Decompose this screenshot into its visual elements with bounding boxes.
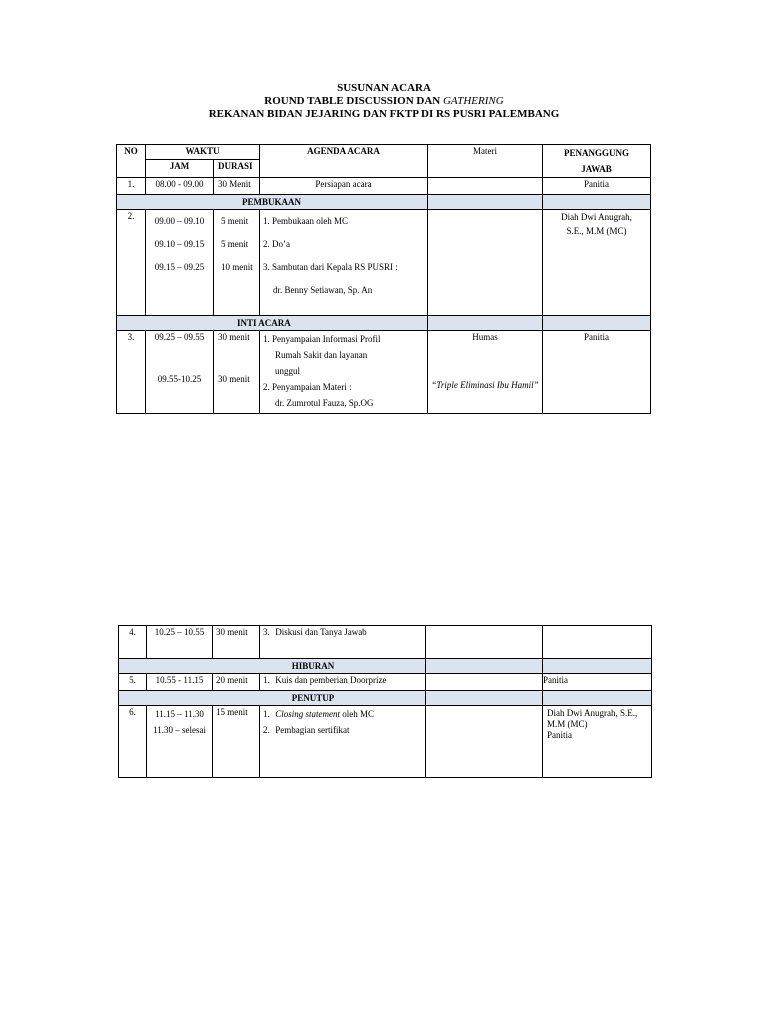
table-row [119,674,652,691]
section-fill [543,691,652,706]
row6-durasi: 15 menit [213,706,260,778]
row6-materi [426,706,543,778]
table-row [119,626,652,659]
row2-jam-3: 09.15 – 09.25 [154,262,205,272]
section-pembukaan-label: PEMBUKAAN [117,195,428,210]
doc-title-line3: REKANAN BIDAN JEJARING DAN FKTP DI RS PUSRI PALEMBANG [208,108,560,120]
section-fill [543,195,651,210]
row6-agenda1-num: 1. [263,709,270,719]
row1-jam: 08.00 - 09.00 [146,178,214,195]
row6-pj [543,706,652,778]
row4-durasi: 30 menit [213,626,260,659]
doc-title-line2 [0,95,768,108]
row3-jam [146,331,214,414]
row6-agenda1-italic: Closing statement [275,709,340,719]
col-durasi-header: DURASI [214,160,260,178]
row6-pj-3: Panitia [547,730,572,740]
row6-agenda-1 [263,706,425,722]
row2-durasi-3: 10 menit [221,262,253,272]
row3-no: 3. [117,331,146,414]
col-jam-header: JAM [146,160,214,178]
schedule-table-2 [118,625,652,778]
row2-jam-2: 09.10 – 09.15 [154,239,205,249]
row5-agenda-num: 1. [263,675,270,685]
row3-materi-1: Humas [472,332,498,342]
row3-agenda-4: 2. Penyampaian Materi : [263,382,352,392]
row3-jam-1: 09.25 – 09.55 [154,332,205,342]
row6-agenda2-text: Pembagian sertifikat [275,725,350,735]
row2-durasi [214,210,260,316]
row2-agenda [260,210,428,316]
section-fill [543,659,652,674]
row2-pj [543,210,651,316]
row6-jam-2: 11.30 – selesai [153,725,206,735]
row3-agenda-2: Rumah Sakit dan layanan [275,350,368,360]
row4-pj [543,626,652,659]
row2-agenda-3: 3. Sambutan dari Kepala RS PUSRI : [263,262,398,272]
row6-agenda1-rest: oleh MC [342,709,375,719]
row4-agenda-num: 3. [263,627,270,637]
table-row [117,178,651,195]
row1-materi [428,178,543,195]
row3-agenda-1: 1. Penyampaian Informasi Profil [263,334,381,344]
row6-jam [147,706,213,778]
row2-pj-2: S.E., M.M (MC) [566,226,627,236]
row3-agenda [260,331,428,414]
row3-durasi-1: 30 menit [218,332,250,342]
table-row [119,706,652,778]
row6-jam-1: 11.15 – 11.30 [155,709,204,719]
section-row-inti [117,316,651,331]
row5-durasi: 20 menit [213,674,260,691]
row4-agenda [260,626,426,659]
row2-pj-1: Diah Dwi Anugrah, [561,212,632,222]
row4-no: 4. [119,626,147,659]
row6-agenda-2 [263,722,425,738]
col-no-header: NO [117,145,146,178]
row2-materi [428,210,543,316]
row5-agenda-text: Kuis dan pemberian Doorprize [275,675,387,685]
row3-agenda-3: unggul [275,366,301,376]
row3-jam-2: 09.55-10.25 [157,374,202,384]
row1-no: 1. [117,178,146,195]
section-fill [428,316,543,331]
row6-pj-2: M.M (MC) [547,719,588,729]
row2-jam [146,210,214,316]
row3-agenda-5: dr. Zumrotul Fauza, Sp.OG [275,398,374,408]
title-italic: GATHERING [442,95,504,107]
section-row-pembukaan [117,195,651,210]
row3-pj: Panitia [543,331,651,414]
section-fill [543,316,651,331]
row2-agenda-2: 2. Do’a [263,239,291,249]
row2-no: 2. [117,210,146,316]
row3-durasi-2: 30 menit [218,374,250,384]
col-pj-header [543,145,651,178]
section-fill [426,659,543,674]
section-hiburan-label: HIBURAN [119,659,426,674]
row1-agenda: Persiapan acara [260,178,428,195]
row1-durasi: 30 Menit [214,178,260,195]
row3-durasi [214,331,260,414]
table-row [117,210,651,316]
row4-materi [426,626,543,659]
col-waktu-header: WAKTU [146,145,260,160]
pj-header-line2: JAWAB [581,164,612,174]
row2-agenda-1: 1. Pembukaan oleh MC [263,216,349,226]
row6-pj-1: Diah Dwi Anugrah, S.E., [547,708,638,718]
schedule-table-1 [116,144,651,414]
row2-jam-1: 09.00 – 09.10 [154,216,205,226]
row2-durasi-2: 5 menit [221,239,249,249]
section-fill [428,195,543,210]
title-prefix: ROUND TABLE DISCUSSION DAN [264,95,441,107]
row5-no: 5. [119,674,147,691]
section-penutup-label: PENUTUP [119,691,426,706]
row2-durasi-1: 5 menit [221,216,249,226]
row5-jam: 10.55 - 11.15 [147,674,213,691]
section-fill [426,691,543,706]
row5-agenda [260,674,426,691]
doc-title-line1: SUSUNAN ACARA [337,82,431,94]
col-materi-header: Materi [428,145,543,178]
col-agenda-header: AGENDA ACARA [260,145,428,178]
row5-pj: Panitia [543,674,652,691]
row4-agenda-text: Diskusi dan Tanya Jawab [275,627,367,637]
section-row-penutup [119,691,652,706]
section-row-hiburan [119,659,652,674]
row4-jam: 10.25 – 10.55 [147,626,213,659]
header-row-1 [117,145,651,160]
row6-agenda2-num: 2. [263,725,270,735]
section-inti-label: INTI ACARA [117,316,428,331]
table-row [117,331,651,414]
row3-materi-2: “Triple Eliminasi Ibu Hamil” [431,380,539,390]
row6-no: 6. [119,706,147,778]
pj-header-line1: PENANGGUNG [564,148,630,158]
row1-pj: Panitia [543,178,651,195]
row6-agenda [260,706,426,778]
row3-materi [428,331,543,414]
row5-materi [426,674,543,691]
row2-agenda-4: dr. Benny Setiawan, Sp. An [273,285,373,295]
